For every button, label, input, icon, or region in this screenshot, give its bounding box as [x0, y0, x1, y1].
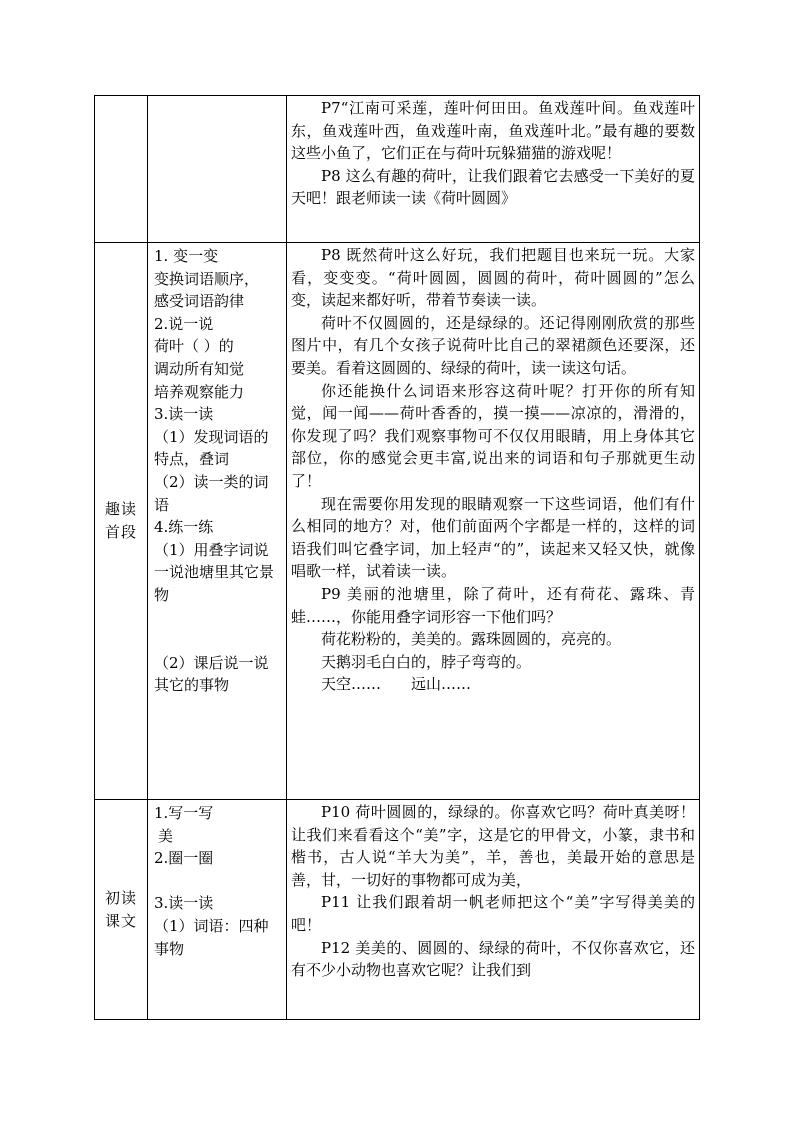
content-paragraph: 你还能换什么词语来形容这荷叶呢？打开你的所有知觉，闻一闻——荷叶香香的，摸一摸——凉凉的，滑滑的，你发现了吗？我们观察事物可不仅仅用眼睛，用上身体其它部位，你的感觉会更丰富,说出来的词语和句子那就更生动了！ [291, 381, 695, 490]
steps-cell [148, 96, 287, 243]
content-cell [287, 243, 700, 800]
step-item: 2.圈一圈 [154, 849, 214, 868]
step-item: 1.写一写 [154, 804, 214, 822]
section-title: 初读课文 [105, 888, 138, 930]
content-cell [287, 800, 700, 1020]
steps-cell [148, 800, 287, 1020]
content-paragraph: P10 荷叶圆圆的，绿绿的。你喜欢它吗？荷叶真美呀！让我们来看看这个“美”字，这是它的甲骨文，小篆，隶书和楷书，古人说“羊大为美”，羊，善也，美最开始的意思是善，甘，一切好的事物都可成为美， [291, 803, 695, 889]
step-item: 3.读一读 [154, 405, 214, 424]
content-paragraph: 荷叶不仅圆圆的，还是绿绿的。还记得刚刚欣赏的那些图片中，有几个女孩子说荷叶比自己的翠裙颜色还要深，还要美。看着这圆圆的、绿绿的荷叶，读一读这句话。 [291, 313, 695, 377]
steps-cell [148, 243, 287, 800]
content-paragraph: P8 既然荷叶这么好玩，我们把题目也来玩一玩。大家看，变变变。“荷叶圆圆，圆圆的荷叶，荷叶圆圆的”怎么变，读起来都好听，带着节奏读一读。 [291, 246, 695, 310]
step-item: 4.练一练 [154, 518, 214, 537]
step-item: （1）用叠字词说一说池塘里其它景物 [154, 540, 275, 604]
step-item: 感受词语韵律 [154, 292, 245, 311]
step-item: （2）读一类的词语 [154, 472, 269, 514]
section-label [95, 498, 147, 544]
content-paragraph: P9 美丽的池塘里，除了荷叶，还有荷花、露珠、青蛙……，你能用叠字词形容一下他们吗？ [291, 584, 695, 626]
content-paragraph: 天空…… 远山…… [321, 675, 472, 694]
content-paragraph: 天鹅羽毛白白的，脖子弯弯的。 [321, 652, 532, 671]
table-row [95, 96, 700, 243]
table-row [95, 243, 700, 800]
lesson-plan-table [94, 95, 700, 1020]
section-title: 趣读首段 [105, 500, 138, 541]
step-item [154, 870, 282, 893]
step-item: 荷叶（ ）的 [154, 337, 234, 356]
content-paragraph: 现在需要你用发现的眼睛观察一下这些词语，他们有什么相同的地方？对，他们前面两个字都是一样的，这样的词语我们叫它叠字词，加上轻声“的”，读起来又轻又快，就像唱歌一样，试着读一读。 [291, 494, 695, 581]
content-cell [287, 96, 700, 243]
table-row [95, 800, 700, 1020]
step-item: 1. 变一变 [154, 247, 219, 265]
content-paragraph: P12 美美的、圆圆的、绿绿的荷叶，不仅你喜欢它，还有不少小动物也喜欢它呢？让我们到 [291, 938, 695, 980]
step-item: 2.说一说 [154, 314, 214, 333]
step-item: 3.读一读 [154, 894, 214, 913]
section-cell [95, 800, 148, 1020]
content-paragraph: P7“江南可采莲，莲叶何田田。鱼戏莲叶间。鱼戏莲叶东，鱼戏莲叶西，鱼戏莲叶南，鱼戏莲叶北。”最有趣的要数这些小鱼了，它们正在与荷叶玩躲猫猫的游戏呢！ [291, 99, 695, 163]
step-item: （1）发现词语的特点，叠词 [154, 427, 269, 469]
content-paragraph: P8 这么有趣的荷叶，让我们跟着它去感受一下美好的夏天吧！跟老师读一读《荷叶圆圆》 [291, 166, 695, 208]
step-item: 美 [158, 826, 174, 845]
step-item: （1）词语：四种事物 [154, 916, 269, 958]
content-paragraph: P11 让我们跟着胡一帆老师把这个“美”字写得美美的吧！ [291, 893, 695, 934]
section-cell [95, 96, 148, 243]
content-paragraph: 荷花粉粉的，美美的。露珠圆圆的，亮亮的。 [321, 630, 622, 649]
step-item: 调动所有知觉 [154, 359, 245, 378]
step-item: 培养观察能力 [154, 382, 245, 401]
step-item: （2）课后说一说其它的事物 [154, 653, 269, 695]
section-cell [95, 243, 148, 800]
step-item: 变换词语顺序， [154, 269, 260, 288]
section-label [95, 887, 147, 933]
